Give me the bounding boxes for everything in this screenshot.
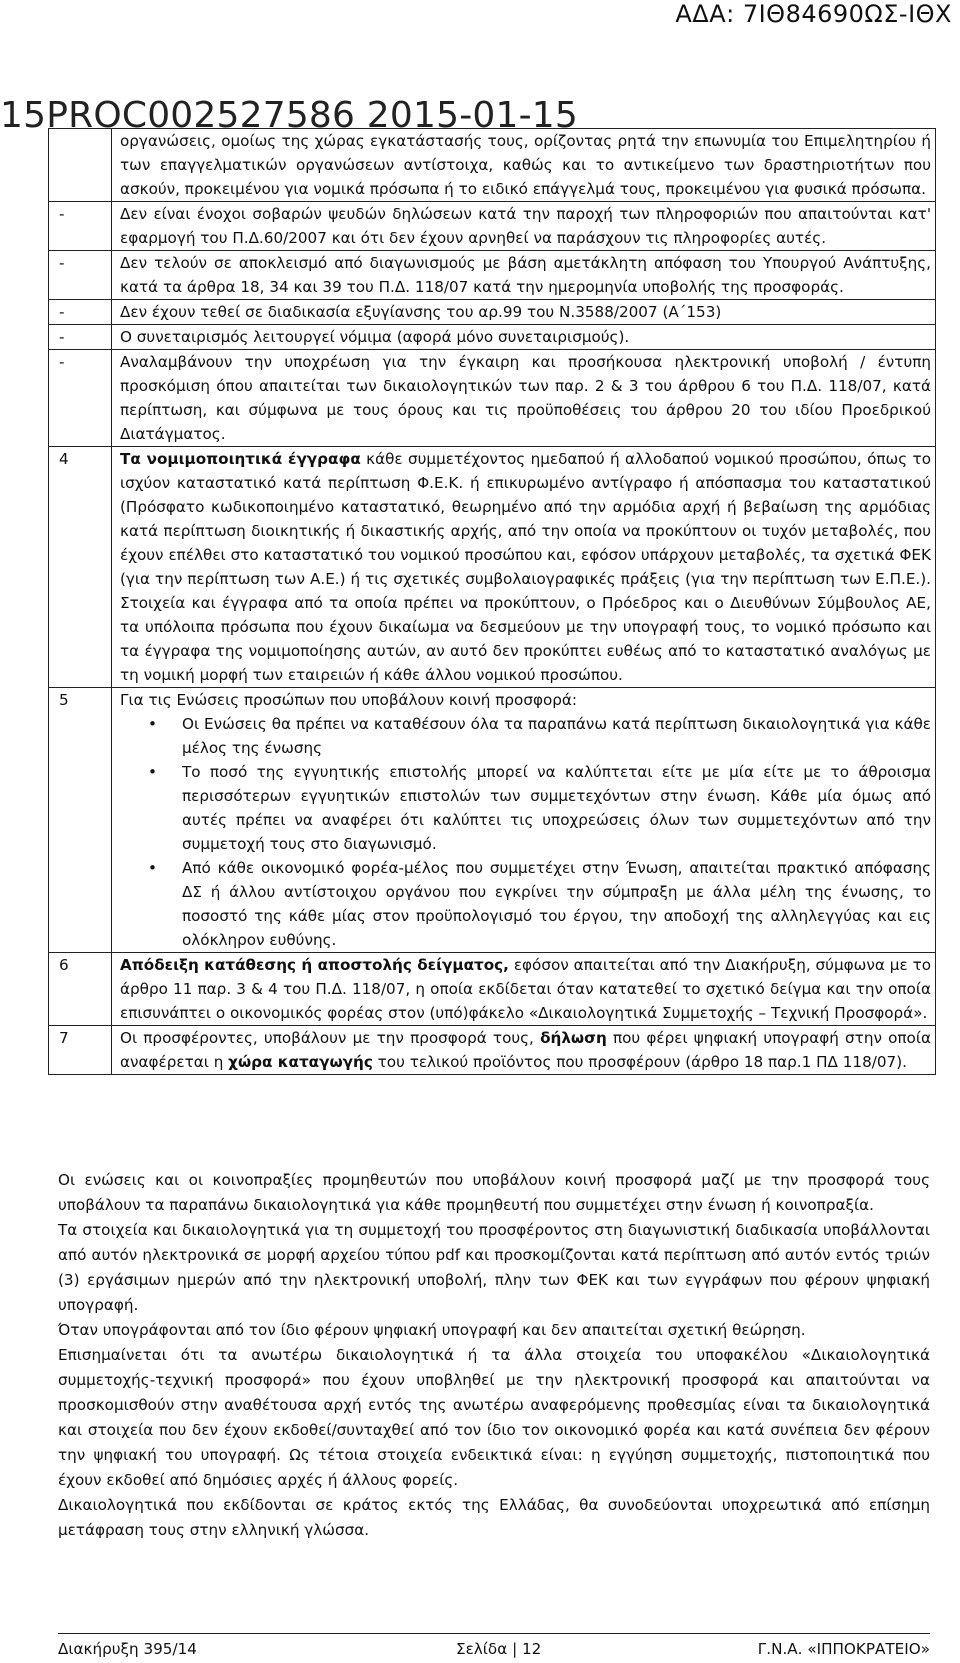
list-item: • Από κάθε οικονομικό φορέα-μέλος που συμμετέχει στην Ένωση, απαιτείται πρακτικό απόφασης ΔΣ ή άλλου αντίστοιχου οργάνου που εγκρίνει την σύμπραξη με άλλα μέλη της ένωσης, το ποσοστό της κάθε μίας στον προϋπολογισμό του έργου, την αποδοχή της αλληλεγγύας και εις ολόκληρον ευθύνης. <box>182 856 931 952</box>
row-number: 4 <box>49 447 112 688</box>
table-row <box>49 1026 936 1075</box>
paragraph: Επισημαίνεται ότι τα ανωτέρω δικαιολογητικά ή τα άλλα στοιχεία του υποφακέλου «Δικαιολογητικά συμμετοχής-τεχνική προσφορά» που έχουν υποβληθεί με την ηλεκτρονική προσφορά και απαιτούνται να προσκομισθούν στην αναθέτουσα αρχή εντός της ανωτέρω αναφερόμενης προθεσμίας είναι τα δικαιολογητικά και στοιχεία που δεν έχουν εκδοθεί/συνταχθεί από τον ίδιο τον οικονομικό φορέα και κατά συνέπεια δεν φέρουν την ψηφιακή του υπογραφή. Ως τέτοια στοιχεία ενδεικτικά είναι: η εγγύηση συμμετοχής, πιστοποιητικά που έχουν εκδοθεί από δημόσιες αρχές ή άλλους φορείς. <box>58 1346 930 1489</box>
row-text: Δεν είναι ένοχοι σοβαρών ψευδών δηλώσεων κατά την παροχή των πληροφοριών που απαιτούνται κατ' εφαρμογή του Π.Δ.60/2007 και ότι δεν έχουν αρνηθεί να παράσχουν τις πληροφορίες αυτές. <box>112 202 936 251</box>
paragraph: Οι ενώσεις και οι κοινοπραξίες προμηθευτών που υποβάλουν κοινή προσφορά μαζί με την προσφορά τους υποβάλουν τα παραπάνω δικαιολογητικά για κάθε προμηθευτή που συμμετέχει στην ένωση ή κοινοπραξία. <box>58 1171 930 1214</box>
table-row <box>49 688 936 953</box>
requirements-table <box>48 128 936 1075</box>
paragraph: Τα στοιχεία και δικαιολογητικά για τη συμμετοχή του προσφέροντος στη διαγωνιστική διαδικασία υποβάλλονται από αυτόν ηλεκτρονικά σε μορφή αρχείου τύπου pdf και προσκομίζονται κατά περίπτωση από αυτόν εντός τριών (3) εργάσιμων ημερών από την ηλεκτρονική υποβολή, πλην των ΦΕΚ και των εγγράφων που φέρουν ψηφιακή υπογραφή. <box>58 1221 930 1314</box>
bullet-list <box>120 712 931 952</box>
row-text <box>112 447 936 688</box>
row-bold-text: Απόδειξη κατάθεσης ή αποστολής δείγματος, <box>120 956 509 974</box>
footer-organization: Γ.Ν.Α. «ΙΠΠΟΚΡΑΤΕΙΟ» <box>757 1640 930 1658</box>
row-number: 5 <box>49 688 112 953</box>
row-body-text: του τελικού προϊόντος που προσφέρουν (άρθρο 18 παρ.1 ΠΔ 118/07). <box>372 1053 907 1071</box>
table-row <box>49 953 936 1026</box>
page-footer <box>58 1633 930 1658</box>
table-row <box>49 447 936 688</box>
paragraph: Όταν υπογράφονται από τον ίδιο φέρουν ψηφιακή υπογραφή και δεν απαιτείται σχετική θεώρηση. <box>58 1321 806 1339</box>
footer-doc-ref: Διακήρυξη 395/14 <box>58 1640 197 1658</box>
row-marker <box>49 129 112 202</box>
row-marker: - <box>49 325 112 350</box>
row-bold-text: χώρα καταγωγής <box>228 1053 373 1071</box>
table-row <box>49 129 936 202</box>
row-body-text: που φέρει ψηφιακή υπογραφή στην οποία αναφέρεται η <box>120 1029 931 1071</box>
list-item: • Οι Ενώσεις θα πρέπει να καταθέσουν όλα τα παραπάνω κατά περίπτωση δικαιολογητικά για κάθε μέλος της ένωσης <box>182 712 931 760</box>
row-text <box>112 953 936 1026</box>
row-text: Δεν έχουν τεθεί σε διαδικασία εξυγίανσης του αρ.99 του Ν.3588/2007 (Α΄153) <box>112 300 936 325</box>
row-intro: Για τις Ενώσεις προσώπων που υποβάλουν κοινή προσφορά: <box>120 691 578 709</box>
row-text <box>112 1026 936 1075</box>
row-marker: - <box>49 300 112 325</box>
row-text: Ο συνεταιρισμός λειτουργεί νόμιμα (αφορά μόνο συνεταιρισμούς). <box>112 325 936 350</box>
row-text: οργανώσεις, ομοίως της χώρας εγκατάστασής τους, ορίζοντας ρητά την επωνυμία του Επιμελητηρίου ή των επαγγελματικών οργανώσεων αντίστοιχα, καθώς και το αντικείμενο των δραστηριοτήτων που ασκούν, προκειμένου για νομικά πρόσωπα ή το ειδικό επάγγελμά τους, προκειμένου για φυσικά πρόσωπα. <box>112 129 936 202</box>
footer-page-number: Σελίδα | 12 <box>456 1640 542 1658</box>
row-marker: - <box>49 350 112 447</box>
row-bold-text: δήλωση <box>540 1029 607 1047</box>
table-row <box>49 300 936 325</box>
paragraph: Δικαιολογητικά που εκδίδονται σε κράτος εκτός της Ελλάδας, θα συνοδεύονται υποχρεωτικά από επίσημη μετάφραση τους στην ελληνική γλώσσα. <box>58 1496 930 1539</box>
ada-code: ΑΔΑ: 7ΙΘ84690ΩΣ-ΙΘΧ <box>675 0 952 28</box>
row-bold-text: Τα νομιμοποιητικά έγγραφα <box>120 450 361 468</box>
proc-stamp: 15PROC002527586 2015-01-15 <box>0 95 579 136</box>
row-body-text: εφόσον απαιτείται από την Διακήρυξη, σύμφωνα με το άρθρο 11 παρ. 3 & 4 του Π.Δ. 118/07, η οποία εκδίδεται όταν κατατεθεί το σχετικό δείγμα και την οποία επισυνάπτει ο οικονομικός φορέας στον (υπό)φάκελο «Δικαιολογητικά Συμμετοχής – Τεχνική Προσφορά». <box>120 956 931 1022</box>
list-item: • Το ποσό της εγγυητικής επιστολής μπορεί να καλύπτεται είτε με μία είτε με το άθροισμα περισσότερων εγγυητικών επιστολών των συμμετεχόντων στην ένωση. Κάθε μία όμως από αυτές πρέπει να αναφέρει ότι καλύπτει τις υποχρεώσεις όλων των συμμετεχόντων από την συμμετοχή τους στο διαγωνισμό. <box>182 760 931 856</box>
table-row <box>49 325 936 350</box>
row-number: 6 <box>49 953 112 1026</box>
row-number: 7 <box>49 1026 112 1075</box>
table-row <box>49 350 936 447</box>
row-marker: - <box>49 251 112 300</box>
row-text: Δεν τελούν σε αποκλεισμό από διαγωνισμούς με βάση αμετάκλητη απόφαση του Υπουργού Ανάπτυξης, κατά τα άρθρα 18, 34 και 39 του Π.Δ. 118/07 κατά την ημερομηνία υποβολής της προσφοράς. <box>112 251 936 300</box>
table-row <box>49 202 936 251</box>
row-text <box>112 688 936 953</box>
row-body-text: κάθε συμμετέχοντος ημεδαπού ή αλλοδαπού νομικού προσώπου, όπως το ισχύον καταστατικό κατά περίπτωση Φ.Ε.Κ. ή επικυρωμένο αντίγραφο ή απόσπασμα του καταστατικού (Πρόσφατο κωδικοποιημένο καταστατικό, θεωρημένο από την αρμόδια αρχή ή βεβαίωση της αρμόδιας κατά περίπτωση διοικητικής ή δικαστικής αρχής, από την οποία να προκύπτουν οι τυχόν μεταβολές, που έχουν επέλθει στο καταστατικό του νομικού προσώπου και, εφόσον υπάρχουν μεταβολές, τα σχετικά ΦΕΚ (για την περίπτωση των Α.Ε.) ή τις σχετικές συμβολαιογραφικές πράξεις (για την περίπτωση των Ε.Π.Ε.). Στοιχεία και έγγραφα από τα οποία πρέπει να προκύπτουν, ο Πρόεδρος και ο Διευθύνων Σύμβουλος ΑΕ, τα υπόλοιπα πρόσωπα που έχουν δικαίωμα να δεσμεύουν με την υπογραφή τους, το νομικό πρόσωπο και τα έγγραφα της νομιμοποίησης αυτών, αν αυτό δεν προκύπτει ευθέως από το καταστατικό αναλόγως με τη νομική μορφή των εταιρειών ή κάθε άλλου νομικού προσώπου. <box>120 450 931 684</box>
table-row <box>49 251 936 300</box>
row-marker: - <box>49 202 112 251</box>
row-body-text: Οι προσφέροντες, υποβάλουν με την προσφορά τους, <box>120 1029 541 1047</box>
row-text: Αναλαμβάνουν την υποχρέωση για την έγκαιρη και προσήκουσα ηλεκτρονική υποβολή / έντυπη προσκόμιση όπου απαιτείται των δικαιολογητικών των παρ. 2 & 3 του άρθρου 6 του Π.Δ. 118/07, κατά περίπτωση, και σύμφωνα με τους όρους και τις προϋποθέσεις του άρθρου 20 του ιδίου Προεδρικού Διατάγματος. <box>112 350 936 447</box>
body-text <box>58 1168 930 1543</box>
